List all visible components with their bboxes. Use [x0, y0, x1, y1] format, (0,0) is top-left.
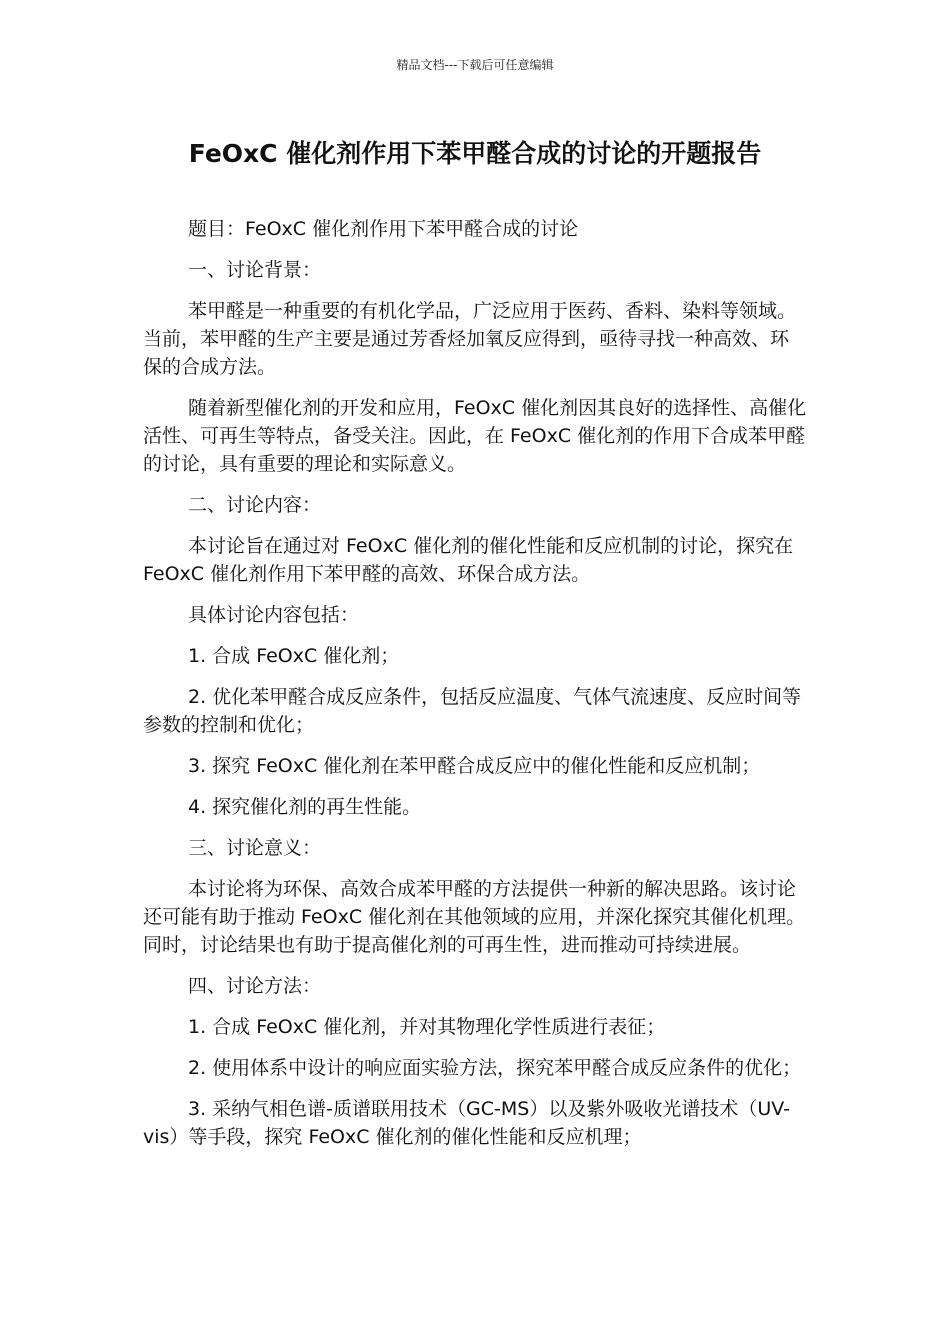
section-heading: 一、讨论背景： — [188, 259, 322, 281]
list-item: 2. 使用体系中设计的响应面实验方法，探究苯甲醛合成反应条件的优化； — [188, 1057, 802, 1079]
document-title: FeOxC 催化剂作用下苯甲醛合成的讨论的开题报告 — [188, 139, 762, 168]
section-heading: 二、讨论内容： — [188, 494, 322, 516]
list-item: 1. 合成 FeOxC 催化剂； — [188, 645, 400, 667]
list-item: 3. 探究 FeOxC 催化剂在苯甲醛合成反应中的催化性能和反应机制； — [188, 755, 761, 777]
list-item: 4. 探究催化剂的再生性能。 — [188, 796, 422, 818]
list-item: 2. 优化苯甲醛合成反应条件，包括反应温度、气体气流速度、反应时间等参数的控制和优化； — [143, 686, 802, 736]
paragraph: 具体讨论内容包括： — [188, 604, 360, 626]
list-item: 3. 采纳气相色谱-质谱联用技术（GC-MS）以及紫外吸收光谱技术（UV-vis）等手段，探究 FeOxC 催化剂的催化性能和反应机理； — [143, 1098, 790, 1148]
paragraph: 苯甲醛是一种重要的有机化学品，广泛应用于医药、香料、染料等领域。当前，苯甲醛的生产主要是通过芳香烃加氧反应得到，亟待寻找一种高效、环保的合成方法。 — [143, 300, 797, 378]
paragraph: 随着新型催化剂的开发和应用，FeOxC 催化剂因其良好的选择性、高催化活性、可再生等特点，备受关注。因此，在 FeOxC 催化剂的作用下合成苯甲醛的讨论，具有重要的理论和实际意义。 — [143, 397, 807, 475]
paragraph: 题目：FeOxC 催化剂作用下苯甲醛合成的讨论 — [188, 218, 579, 240]
section-heading: 四、讨论方法： — [188, 975, 322, 997]
list-item: 1. 合成 FeOxC 催化剂，并对其物理化学性质进行表征； — [188, 1016, 666, 1038]
paragraph: 本讨论旨在通过对 FeOxC 催化剂的催化性能和反应机制的讨论，探究在 FeOxC 催化剂作用下苯甲醛的高效、环保合成方法。 — [143, 535, 794, 585]
document-body — [143, 215, 807, 1164]
page-header: 精品文档---下载后可任意编辑 — [396, 58, 554, 72]
paragraph: 本讨论将为环保、高效合成苯甲醛的方法提供一种新的解决思路。该讨论还可能有助于推动 FeOxC 催化剂在其他领域的应用，并深化探究其催化机理。同时，讨论结果也有助于提高催化剂的可再生性，进而推动可持续进展。 — [143, 878, 806, 956]
section-heading: 三、讨论意义： — [188, 837, 322, 859]
